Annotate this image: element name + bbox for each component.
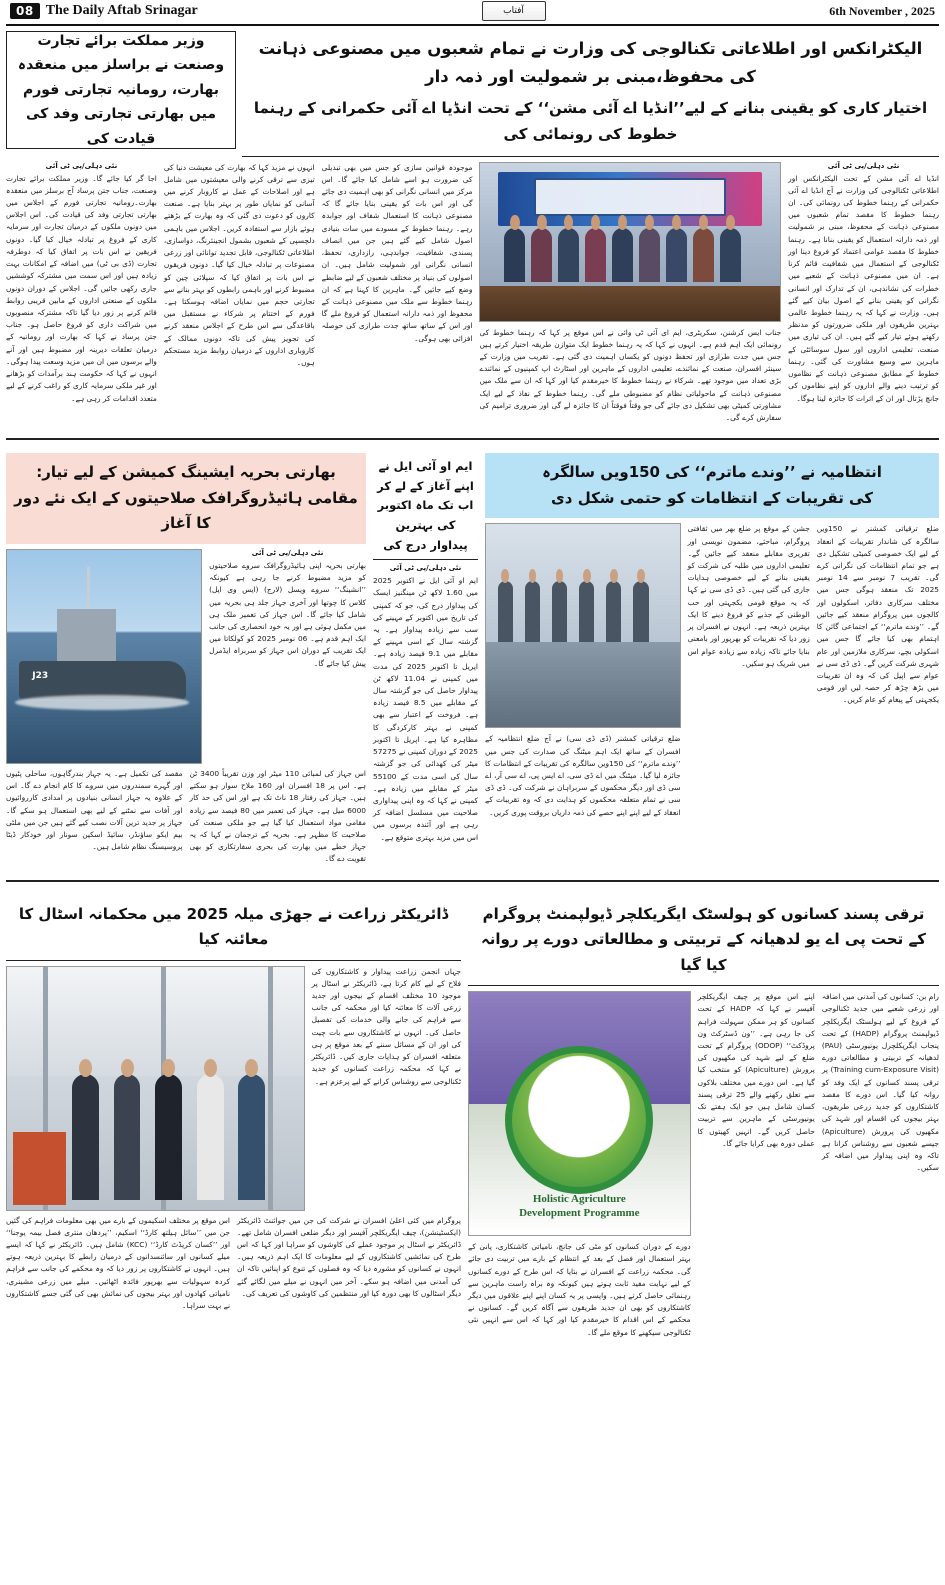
anniversary-headline-line2: کی تقریبات کے انتظامات کو حتمی شکل دی [551,488,873,507]
conference-launch-photo [479,162,781,322]
column [698,991,815,1343]
column [822,991,939,1343]
ship-pennant-number: J23 [32,671,49,682]
byline: نئی دہلی/پی ٹی آئی [45,161,118,170]
hadp-story [468,895,939,1343]
column [6,1215,230,1317]
article-paragraph: اس جہاز کی لمبائی 110 میٹر اور وزن تقریباً 3400 ٹن ہے۔ اس پر 18 افسران اور 160 ملاح سوار ہو سکتے ہیں۔ جہاز کی رفتار 18 ناٹ تک ہے اور اس کی حد کار 6000 میل ہے۔ جہاز کی تعمیر میں 80 فیصد سے زیادہ مقامی مواد استعمال کیا گیا ہے جو ملکی صنعت کی صلاحیت کا مظہر ہے۔ بحریہ کے ترجمان نے کہا کہ یہ جہاز خطے میں بھارت کی بحری سفارتکاری کو بھی تقویت دے گا۔ [189,768,367,864]
column [688,523,810,823]
meeting-hall-photo [485,523,681,728]
publication-date: 6th November , 2025 [829,3,935,18]
top-headline-line2: اختیار کاری کو یقینی بنانے کے لیے’’انڈیا اے آئی مشن‘‘ کے تحت انڈیا اے آئی حکمرانی کے رہنما خطوط کی رونمائی کی [253,99,928,144]
column [817,523,939,823]
side-headline: وزیر مملکت برائے تجارت وصنعت نے براسلز میں منعقدہ بھارت، رومانیہ تجارتی فورم میں بھارتی تجارتی وفد کی قیادت کی [6,31,236,149]
top-headline [242,31,939,157]
warship-photo [6,549,202,764]
column [322,162,473,429]
hadp-logo-caption: Holistic Agriculture Development Programme [519,1193,640,1219]
agri-director-story [6,895,461,1343]
paper-logo-icon: آفتاب [482,1,546,21]
article-paragraph: ایم او آئی ایل نے اکتوبر 2025 میں 1.60 لاکھ ٹن مینگنیز ایسک کی پیداوار درج کی، جو کہ کمپنی کی تاریخ میں اکتوبر کے مہینے کی سب سے زیادہ پیداوار ہے۔ یہ گزشتہ سال کے اسی مہینے کے مقابلے میں 9.1 فیصد زیادہ ہے۔ اپریل تا اکتوبر 2025 کی مدت میں کمپنی نے 11.04 لاکھ ٹن پیداوار حاصل کی جو گزشتہ سال کے مقابلے میں 8.5 فیصد زیادہ ہے۔ فروخت کے اعتبار سے بھی کمپنی نے بہتر کارکردگی کا مظاہرہ کیا ہے۔ اپریل تا اکتوبر 2025 کے دوران کمپنی نے 57275 میٹر کی کھدائی کی جو گزشتہ سال کی اسی مدت کے 55100 میٹر کے مقابلے میں زیادہ ہے۔ کمپنی نے کہا کہ وہ اپنی پیداواری صلاحیت میں مسلسل اضافہ کر رہی ہے اور آئندہ برسوں میں اس میں مزید بہتری متوقع ہے۔ [373,576,479,842]
column [312,966,461,1211]
hadp-headline [468,895,939,987]
top-story [6,31,939,157]
exhibition-stall-photo [6,966,305,1211]
top-story-columns [6,162,939,429]
top-story-side [6,31,236,157]
bottom-section [6,880,939,1343]
column [190,768,367,870]
column-with-photo [6,966,305,1211]
hadp-emblem-icon [505,1046,653,1194]
masthead-left [10,3,198,19]
anniversary-headline [485,453,939,518]
article-paragraph: رام بن: کسانوں کی آمدنی میں اضافہ اور زرعی شعبے میں جدید ٹکنالوجی کے فروغ کے لیے ہولسٹک ایگریکلچر ڈیولپمنٹ پروگرام (HADP) کے تحت پنجاب ایگریکلچرل یونیورسٹی (PAU) لدھیانہ کے تربیتی و مطالعاتی دورے (Training cum-Exposure Visit) پر ترقی پسند کسانوں کے ایک وفد کو روانہ کیا گیا۔ اس دورے کا مقصد کاشتکاروں کو جدید زرعی طریقوں، بہتر بیجوں کی اقسام اور شہد کی مکھیوں کی پرورش (Apiculture) جیسے شعبوں سے روشناس کرانا ہے تاکہ وہ اپنی پیداوار میں اضافہ کر سکیں۔ [821,992,939,1173]
page-number: 08 [10,3,40,19]
anniversary-headline-line1: انتظامیہ نے ’’وندے ماترم‘‘ کی 150ویں سالگرہ [542,463,882,482]
article-paragraph: انہوں نے مزید کہا کہ بھارت کی معیشت دنیا کی تیزی سے ترقی کرنے والی معیشتوں میں شامل ہے اور اصلاحات کے عمل نے کاروبار کرنے میں آسانی کو نمایاں طور پر بہتر بنایا ہے۔ صنعت کاروں کو دعوت دی گئی کہ وہ بھارت کے بڑھتے ہوئے بازار سے استفادہ کریں۔ اجلاس میں باہمی دلچسپی کے شعبوں بشمول انجینئرنگ، دواسازی، اطلاعاتی ٹکنالوجی، قابل تجدید توانائی اور زرعی مصنوعات پر تبادلہ خیال کیا گیا۔ دونوں فریقوں نے اس بات پر اتفاق کیا کہ سپلائی چین کو مضبوط کرنے اور باہمی رابطوں کو بہتر بنانے سے تجارتی حجم میں نمایاں اضافہ ہوسکتا ہے۔ فورم کے اختتام پر شرکاء نے مستقبل میں باقاعدگی سے اس طرح کے اجلاس منعقد کرنے کی تجویز پیش کی تاکہ دونوں ممالک کے کاروباری اداروں کے درمیان روابط مزید مستحکم ہوں۔ [163,162,315,368]
article-paragraph: پروگرام میں کئی اعلیٰ افسران نے شرکت کی جن میں جوائنٹ ڈائریکٹر (ایکسٹینشن)، چیف ایگریکلچر آفیسر اور دیگر ضلعی افسران شامل تھے۔ ڈائریکٹر نے اسٹال پر موجود عملے کی کاوشوں کو سراہا اور کہا کہ اس طرح کی نمائشیں کاشتکاروں کے لیے معلومات کا ایک اہم ذریعہ ہیں۔ انہوں نے کسانوں کو مشورہ دیا کہ وہ فصلوں کے تنوع کو اپنائیں تاکہ ان کی آمدنی میں اضافہ ہو سکے۔ آخر میں انہوں نے میلے میں لگائے گئے دیگر اسٹالوں کا بھی دورہ کیا اور منتظمین کی کاوشوں کی تعریف کی۔ [237,1215,461,1298]
byline: نئی دہلی/پی ٹی آئی [389,564,462,573]
article-paragraph: مقصد کی تکمیل ہے۔ یہ جہاز بندرگاہوں، ساحلی پٹیوں اور گہرے سمندروں میں سروے کا کام انجام دے گا۔ اس کے علاوہ یہ جہاز انسانی بنیادوں پر امدادی کارروائیوں اور آفات سے نمٹنے کے لیے بھی استعمال ہو سکے گا۔ جہاز پر جدید ترین آلات نصب کیے گئے ہیں جن میں ملٹی بیم ایکو ساؤنڈر، سائیڈ اسکین سونار اور خودکار ڈیٹا پروسیسنگ نظام شامل ہیں۔ [6,768,183,852]
column [6,768,183,870]
column-with-photo [479,162,781,429]
article-paragraph: اجا گر کیا جائے گا۔ وزیر مملکت برائے تجارت وصنعت، جناب جتن پرساد آج برسلز میں منعقدہ بھارت۔رومانیہ تجارتی فورم کے اجلاس میں بھارتی تجارتی وفد کی قیادت کی۔ اس اجلاس میں دونوں ملکوں کے درمیان تجارت اور سرمایہ کاری کے فروغ پر تبادلہ خیال کیا گیا۔ دونوں فریقین نے اس بات پر اتفاق کیا کہ دوطرفہ تجارت (ڈی بی ٹی) میں اضافہ کے امکانات بہت زیادہ ہیں اور اس سمت میں مشترکہ کوششیں جاری رکھی جائیں گی۔ اجلاس کے دوران دونوں ملکوں کے صنعتی اداروں کے مابین قریبی روابط قائم کرنے پر زور دیا گیا تاکہ مشترکہ منصوبوں میں شراکت داری کو فروغ حاصل ہو۔ جناب جتن پرساد نے کہا کہ بھارت اور رومانیہ کے درمیان تعلقات دیرینہ اور مضبوط ہیں اور آنے والے برسوں میں ان میں مزید وسعت پیدا ہوگی۔ انہوں نے کہا کہ حکومت ہند برآمدات کو بڑھانے اور غیر ملکی سرمایہ کاری کو راغب کرنے کے لیے متعدد اقدامات کر رہی ہے۔ [6,173,157,403]
moil-story [373,453,478,869]
hadp-headline-line1: ترقی پسند کسانوں کو ہولسٹک ایگریکلچر ڈیولپمنٹ پروگرام [482,904,925,923]
column [237,1215,461,1317]
article-paragraph: جناب ایس کرشنن، سکریٹری، ایم ای آئی ٹی وائی نے اس موقع پر کہا کہ رہنما خطوط کی رونمائی ایک اہم قدم ہے۔ انہوں نے کہا کہ یہ رہنما خطوط ایک متوازن طریقہ اختیار کرتے ہیں جس میں جدت طرازی اور تحفظ دونوں کو یکساں اہمیت دی گئی ہے۔ تقریب میں وزارت کے سینئر افسران، صنعت کے نمائندے، تعلیمی اداروں کے ماہرین اور اسٹارٹ اپ کمپنیوں کے نمائندے بڑی تعداد میں موجود تھے۔ شرکاء نے رہنما خطوط کا خیرمقدم کیا اور کہا کہ ان سے ملک میں مصنوعی ذہانت کے ماحولیاتی نظام کو مضبوطی ملے گی۔ رہنما خطوط کے نفاذ کے لیے ایک مشاورتی کمیٹی بھی تشکیل دی جائے گی جو وقتاً فوقتاً ان کا جائزہ لے گی اور ضروری ترامیم کی سفارش کرے گی۔ [479,327,782,423]
middle-section [6,438,939,869]
article-paragraph: جہاں انجمن زراعت پیداوار و کاشتکاروں کی فلاح کے لیے کام کرتا ہے، ڈائریکٹر نے اسٹال پر موجود 10 مختلف اقسام کے بیجوں اور جدید زرعی آلات کا معائنہ کیا اور محکمہ کی جانب سے فراہم کی جانے والی خدمات کی تفصیل حاصل کی۔ انہوں نے کاشتکاروں سے بات چیت کی اور ان کے مسائل سننے کے بعد موقع پر ہی متعلقہ افسران کو ہدایات جاری کیں۔ ڈائریکٹر نے کہا کہ محکمہ زراعت کسانوں کو جدید ٹکنالوجی سے روشناس کرانے کے لیے پرعزم ہے۔ [311,966,461,1086]
navy-headline-line1: بھارتی بحریہ ایشینگ کمیشن کے لیے تیار: [36,463,336,482]
column-with-photo [6,549,202,764]
anniversary-story [485,453,939,869]
column [6,162,157,429]
agri-director-headline: ڈائریکٹر زراعت نے جھڑی میلہ 2025 میں محکمانہ اسٹال کا معائنہ کیا [6,895,461,961]
top-story-main [242,31,939,157]
hadp-logo-image [468,991,691,1236]
article-paragraph: ضلع ترقیاتی کمشنر (ڈی ڈی سی) نے آج ضلع انتظامیہ کے افسران کے ساتھ ایک اہم میٹنگ کی صدارت کی جس میں ’’وندے ماترم‘‘ کی 150ویں سالگرہ کی تقریبات کے انتظامات کا جائزہ لیا گیا۔ میٹنگ میں اے ڈی سی، اے ایس پی، اے سی آر، اے سی ڈی اور دیگر محکموں کے سربراہان نے شرکت کی۔ ڈی ڈی سی نے تمام متعلقہ محکموں کو ہدایت دی کہ وہ تقریبات کے انعقاد کے لیے اپنے اپنے حصے کی ذمہ داریاں بروقت پوری کریں۔ [485,734,681,817]
masthead [6,0,939,26]
column-with-photo [485,523,681,823]
article-paragraph: موجودہ قوانین سازی کو جس میں بھی تبدیلی کی ضرورت ہو اسے شامل کیا جائے گا۔ اس مرکز میں انسانی نگرانی کو بھی اہمیت دی جائے گی اور اس بات کو یقینی بنایا جائے گا کہ مصنوعی ذہانت کا استعمال شفاف اور جوابدہ رہے۔ رہنما خطوط کے مسودے میں سات بنیادی اصول شامل کیے گئے ہیں جن میں انصاف پسندی، شفافیت، جوابدہی، رازداری، تحفظ، انسانی نگرانی اور شمولیت شامل ہیں۔ ان اصولوں کی بنیاد پر مختلف شعبوں کے لیے ضابطے وضع کیے جائیں گے۔ ماہرین کا کہنا ہے کہ ان رہنما خطوط سے ملک میں مصنوعی ذہانت کے محفوظ اور ذمہ دارانہ استعمال کو فروغ ملے گا اور اس کے ساتھ ساتھ جدت طرازی کی حوصلہ افزائی بھی ہوگی۔ [321,162,473,343]
paper-name: The Daily Aftab Srinagar [45,3,198,18]
column [164,162,315,429]
column-with-logo [468,991,691,1343]
article-paragraph: ضلع ترقیاتی کمشنر نے 150ویں سالگرہ کی شاندار تقریبات کے انعقاد کے لیے ایک خصوصی کمیٹی تشکیل دی ہے جو تمام انتظامات کی نگرانی کرے گی۔ تقریب 7 نومبر سے 14 نومبر 2025 تک منعقد ہوگی جس میں مختلف سرکاری دفاتر، اسکولوں اور کالجوں میں پروگرام منعقد کیے جائیں گے۔ ’’وندے ماترم‘‘ کے اجتماعی گائن کا اہتمام بھی کیا جائے گا جس میں اسکولی بچے، سرکاری ملازمین اور عام شہری شرکت کریں گے۔ ڈی ڈی سی نے عوام سے اپیل کی کہ وہ ان تقریبات میں بڑھ چڑھ کر حصہ لیں اور قومی یکجہتی کے پیغام کو عام کریں۔ [816,524,939,705]
byline: نئی دہلی/پی ٹی آئی [827,161,900,170]
byline: نئی دہلی/پی ٹی آئی [251,548,324,557]
article-paragraph: انڈیا اے آئی مشن کے تحت الیکٹرانکس اور اطلاعاتی ٹکنالوجی کی وزارت نے آج انڈیا اے آئی حکمرانی کے رہنما خطوط کی رونمائی کی۔ ان رہنما خطوط کا مقصد تمام شعبوں میں مصنوعی ذہانت کے محفوظ، مبنی بر شمولیت اور ذمہ دارانہ استعمال کو یقینی بنانا ہے۔ رہنما خطوط کا مقصد عوامی اعتماد کو فروغ دینا اور ٹکنالوجی کے استعمال میں شفافیت قائم کرنا ہے۔ ان میں مصنوعی ذہانت کے شعبے میں خطرات کی نشاندہی، ان کے تدارک اور انسانی نگرانی کو یقینی بنانے کے اصول بیان کیے گئے ہیں۔ وزارت نے کہا کہ یہ رہنما خطوط عالمی بہترین طریقوں اور ملکی ضرورتوں کو مدنظر رکھتے ہوئے تیار کیے گئے ہیں۔ ان کی تیاری میں صنعت، تعلیمی اداروں اور سول سوسائٹی کے ماہرین سے وسیع مشاورت کی گئی۔ رہنما خطوط کے مطابق مصنوعی ذہانت کے نظاموں کو ترتیب دینے والے اداروں کو اپنے نظاموں کی جانچ پڑتال اور ان کے اثرات کا جائزہ لینا ہوگا۔ [788,173,939,403]
column [788,162,939,429]
article-paragraph: اپنے اس موقع پر چیف ایگریکلچر آفیسر نے کہا کہ HADP کے تحت کسانوں کو ہر ممکن سہولت فراہم کی جا رہی ہے۔ ’’ون ڈسٹرکٹ ون پروڈکٹ‘‘ (ODOP) پروگرام کے تحت ضلع کے لیے شہد کی مکھیوں کی پرورش (Apiculture) کو منتخب کیا گیا ہے۔ اس دورے میں مختلف بلاکوں سے تعلق رکھنے والے 25 ترقی پسند کسان شامل ہیں جو ایک ہفتے تک یونیورسٹی کے ماہرین سے تربیت حاصل کریں گے۔ انہیں کھیتوں کا عملی دورہ بھی کرایا جائے گا۔ [697,992,815,1148]
navy-headline-line2: مقامی ہائیڈروگرافک صلاحیتوں کے ایک نئے دور کا آغاز [14,488,358,533]
top-headline-line1: الیکٹرانکس اور اطلاعاتی تکنالوجی کی وزارت نے تمام شعبوں میں مصنوعی ذہانت کی محفوظ،مبنی بر شمولیت اور ذمہ دار [258,39,923,87]
article-paragraph: بھارتی بحریہ اپنی ہائیڈروگرافک سروے صلاحیتوں کو مزید مضبوط کرنے جا رہی ہے کیونکہ ’’انشینگ‘‘ سروے ویسل (لارج) (ایس وی ایل) کلاس کا چوتھا اور آخری جہاز جلد ہی بحریہ میں شامل کیا جائے گا۔ اس جہاز کی تعمیر ملک ہی میں مکمل ہوئی ہے اور یہ خود انحصاری کی جانب ایک اہم قدم ہے۔ 06 نومبر 2025 کو کولکاتا میں ایک تقریب کے دوران اس جہاز کو سربراہ ایڈمرل پیش کیا جائے گا۔ [209,560,366,668]
article-paragraph: دورے کے دوران کسانوں کو مٹی کی جانچ، نامیاتی کاشتکاری، پانی کے بہتر استعمال اور فصل کے بعد کے انتظام کے بارے میں تربیت دی جائے گی۔ محکمہ زراعت کے افسران نے بتایا کہ اس طرح کے دورے کسانوں کے لیے نہایت مفید ثابت ہوتے ہیں کیونکہ وہ براہ راست ماہرین سے رہنمائی حاصل کرتے ہیں۔ واپسی پر یہ کسان اپنے اپنے علاقوں میں دیگر کاشتکاروں کو بھی ان جدید طریقوں سے آگاہ کریں گے۔ کسانوں نے محکمے کے اس اقدام کا خیرمقدم کیا اور کہا کہ اس سے انہیں نئی ٹکنالوجی سیکھنے کا موقع ملے گا۔ [468,1242,691,1337]
article-paragraph: جشن کے موقع پر ضلع بھر میں ثقافتی پروگرام، مباحثے، مضمون نویسی اور تقریری مقابلے منعقد کیے جائیں گے۔ تعلیمی اداروں میں طلبہ کی شرکت کو یقینی بنانے کے لیے خصوصی ہدایات جاری کی گئی ہیں۔ ڈی ڈی سی نے کہا کہ یہ موقع قومی یکجہتی اور حب الوطنی کے جذبے کو فروغ دینے کا ایک بہترین ذریعہ ہے۔ انہوں نے افسران پر زور دیا کہ تقریبات کو بھرپور اور بامعنی بنایا جائے تاکہ زیادہ سے زیادہ عوام اس میں شریک ہو سکیں۔ [687,524,810,668]
navy-headline [6,453,366,544]
hadp-headline-line2: کے تحت پی اے یو لدھیانہ کے تربیتی و مطالعاتی دورے پر روانہ کیا گیا [480,930,926,974]
moil-headline: ایم او آئی ایل نے اپنے آغاز کے لے کر اب تک ماہ اکتوبر کی بہترین پیداوار درج کی [373,453,478,560]
navy-story [6,453,366,869]
article-paragraph: اس موقع پر مختلف اسکیموں کے بارے میں بھی معلومات فراہم کی گئیں جن میں ’’سائل ہیلتھ کارڈ‘‘ اسکیم، ’’پردھان منتری فصل بیمہ یوجنا‘‘ اور ’’کسان کریڈٹ کارڈ‘‘ (KCC) شامل ہیں۔ ڈائریکٹر نے کہا کہ ایسے میلے کسانوں اور سائنسدانوں کے درمیان رابطے کا بہترین ذریعہ ہوتے ہیں۔ انہوں نے کاشتکاروں پر زور دیا کہ وہ محکمے کی جانب سے فراہم کردہ سہولیات سے بھرپور فائدہ اٹھائیں۔ میلے میں زرعی مشینری، نامیاتی کھادوں اور بہتر بیجوں کی نمائش بھی کی گئی جسے کاشتکاروں نے بہت سراہا۔ [6,1215,230,1311]
column [209,549,366,764]
